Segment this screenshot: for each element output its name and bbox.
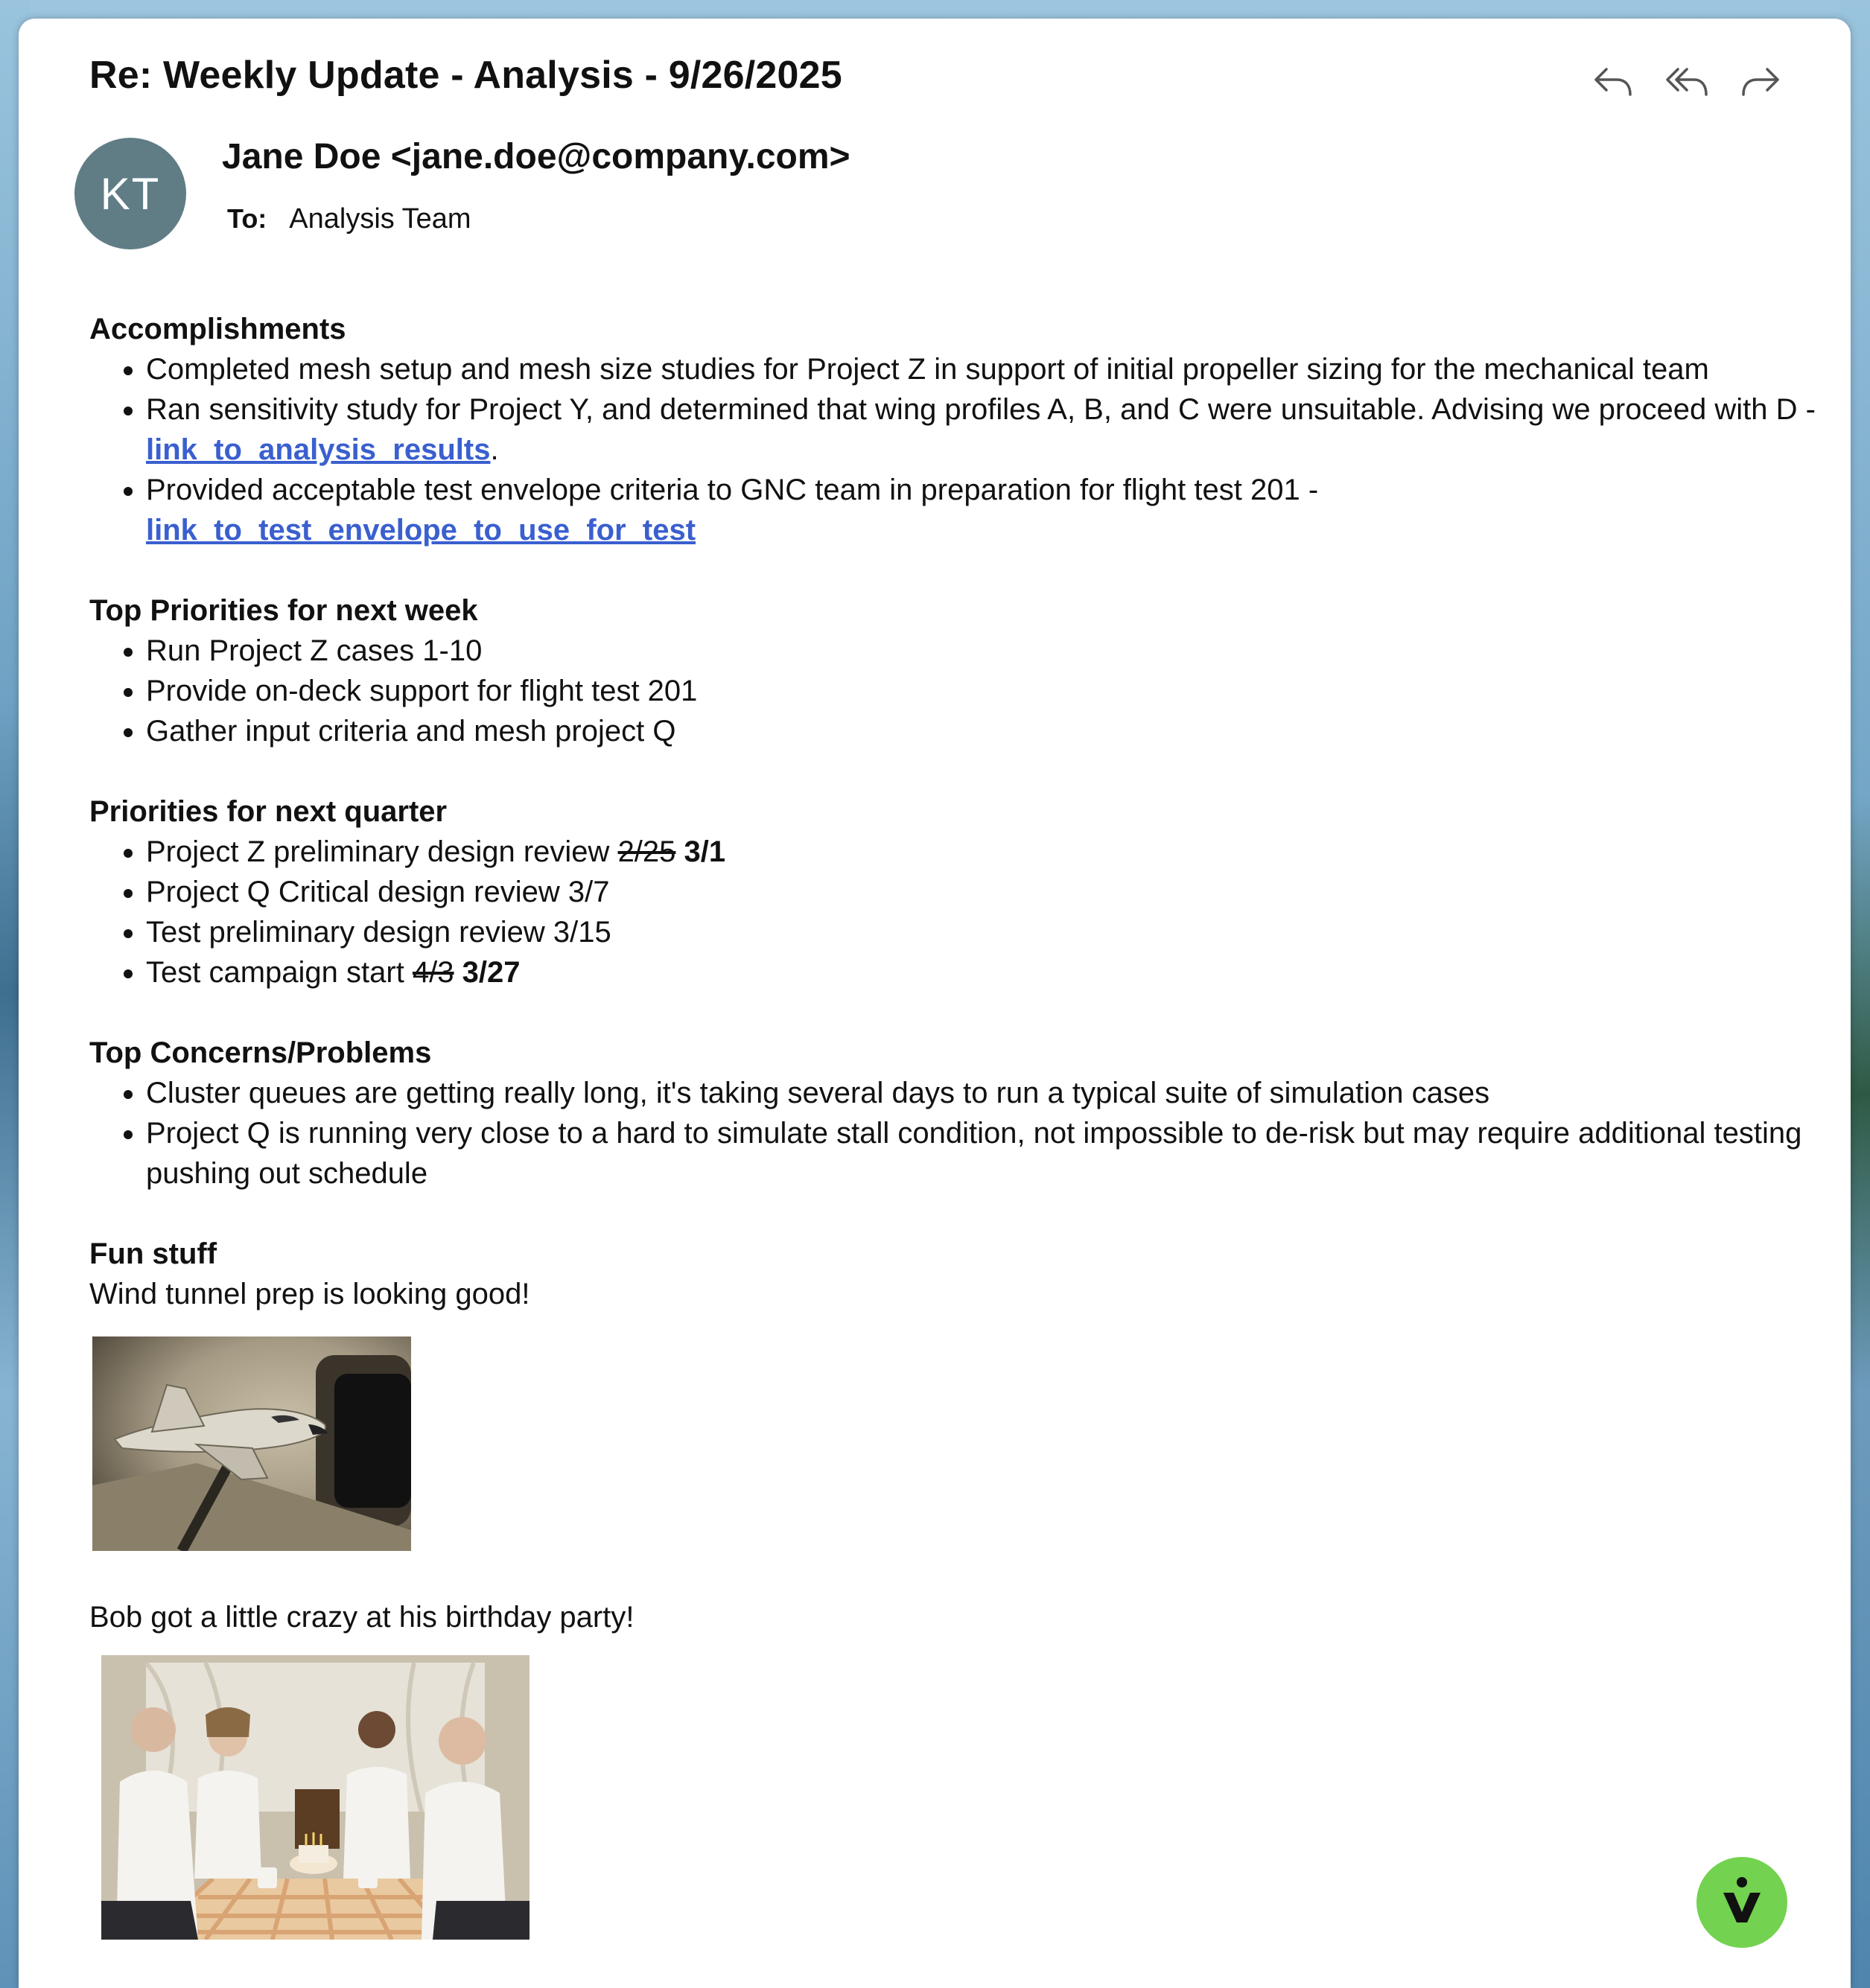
quarter-priorities-title: Priorities for next quarter (89, 795, 448, 828)
list-item: • Test preliminary design review 3/15 (146, 912, 1851, 952)
list-item: • Project Q is running very close to a hard to simulate stall condition, not impossible to de-risk but may require additional testing pushing out schedule (146, 1113, 1851, 1194)
forward-icon[interactable] (1739, 60, 1784, 106)
email-subject: Re: Weekly Update - Analysis - 9/26/2025 (89, 54, 842, 97)
list-item: • Provided acceptable test envelope criteria to GNC team in preparation for flight test 201 - link_to_test_envelope_to_use_for_test (146, 470, 1851, 550)
fun-title: Fun stuff (89, 1237, 217, 1270)
email-actions (1590, 60, 1784, 106)
new-date: 3/1 (684, 835, 726, 868)
analysis-results-link[interactable]: link_to_analysis_results (146, 433, 491, 466)
v-logo-button[interactable] (1696, 1857, 1787, 1948)
accomplishments-list (89, 349, 1851, 550)
email-body (89, 309, 1851, 1940)
recipient: Analysis Team (289, 203, 471, 235)
list-item: • Provide on-deck support for flight test 201 (146, 671, 1851, 711)
list-item: • Project Q Critical design review 3/7 (146, 872, 1851, 912)
concerns-title: Top Concerns/Problems (89, 1036, 432, 1069)
old-date: 4/3 (412, 956, 454, 989)
test-envelope-link[interactable]: link_to_test_envelope_to_use_for_test (146, 514, 696, 547)
old-date: 2/25 (617, 835, 676, 868)
list-item: • Completed mesh setup and mesh size studies for Project Z in support of initial propeller sizing for the mechanical team (146, 349, 1851, 389)
recipients-row (227, 203, 471, 235)
new-date: 3/27 (462, 956, 521, 989)
reply-icon[interactable] (1590, 60, 1635, 106)
sender-address: Jane Doe <jane.doe@company.com> (222, 137, 850, 176)
list-item: • Ran sensitivity study for Project Y, and determined that wing profiles A, B, and C were unsuitable. Advising we proceed with D - link_to_analysis_results. (146, 389, 1851, 470)
top-priorities-title: Top Priorities for next week (89, 594, 478, 627)
top-priorities-list (89, 631, 1851, 751)
wind-tunnel-caption: Wind tunnel prep is looking good! (89, 1278, 530, 1310)
birthday-party-photo[interactable] (101, 1655, 529, 1940)
sender-avatar: KT (74, 138, 186, 249)
to-label: To: (227, 203, 267, 234)
email-window (19, 19, 1851, 1988)
accomplishments-title: Accomplishments (89, 313, 346, 345)
reply-all-icon[interactable] (1664, 60, 1709, 106)
list-item: • Test campaign start 4/3 3/27 (146, 952, 1851, 993)
birthday-caption: Bob got a little crazy at his birthday party! (89, 1601, 635, 1634)
list-item: • Run Project Z cases 1-10 (146, 631, 1851, 671)
concerns-list (89, 1073, 1851, 1194)
list-item: • Gather input criteria and mesh project Q (146, 711, 1851, 751)
list-item: • Project Z preliminary design review 2/25 3/1 (146, 832, 1851, 872)
quarter-priorities-list (89, 832, 1851, 993)
wind-tunnel-photo[interactable] (92, 1337, 411, 1551)
v-logo-icon (1716, 1875, 1768, 1930)
list-item: • Cluster queues are getting really long, it's taking several days to run a typical suite of simulation cases (146, 1073, 1851, 1113)
